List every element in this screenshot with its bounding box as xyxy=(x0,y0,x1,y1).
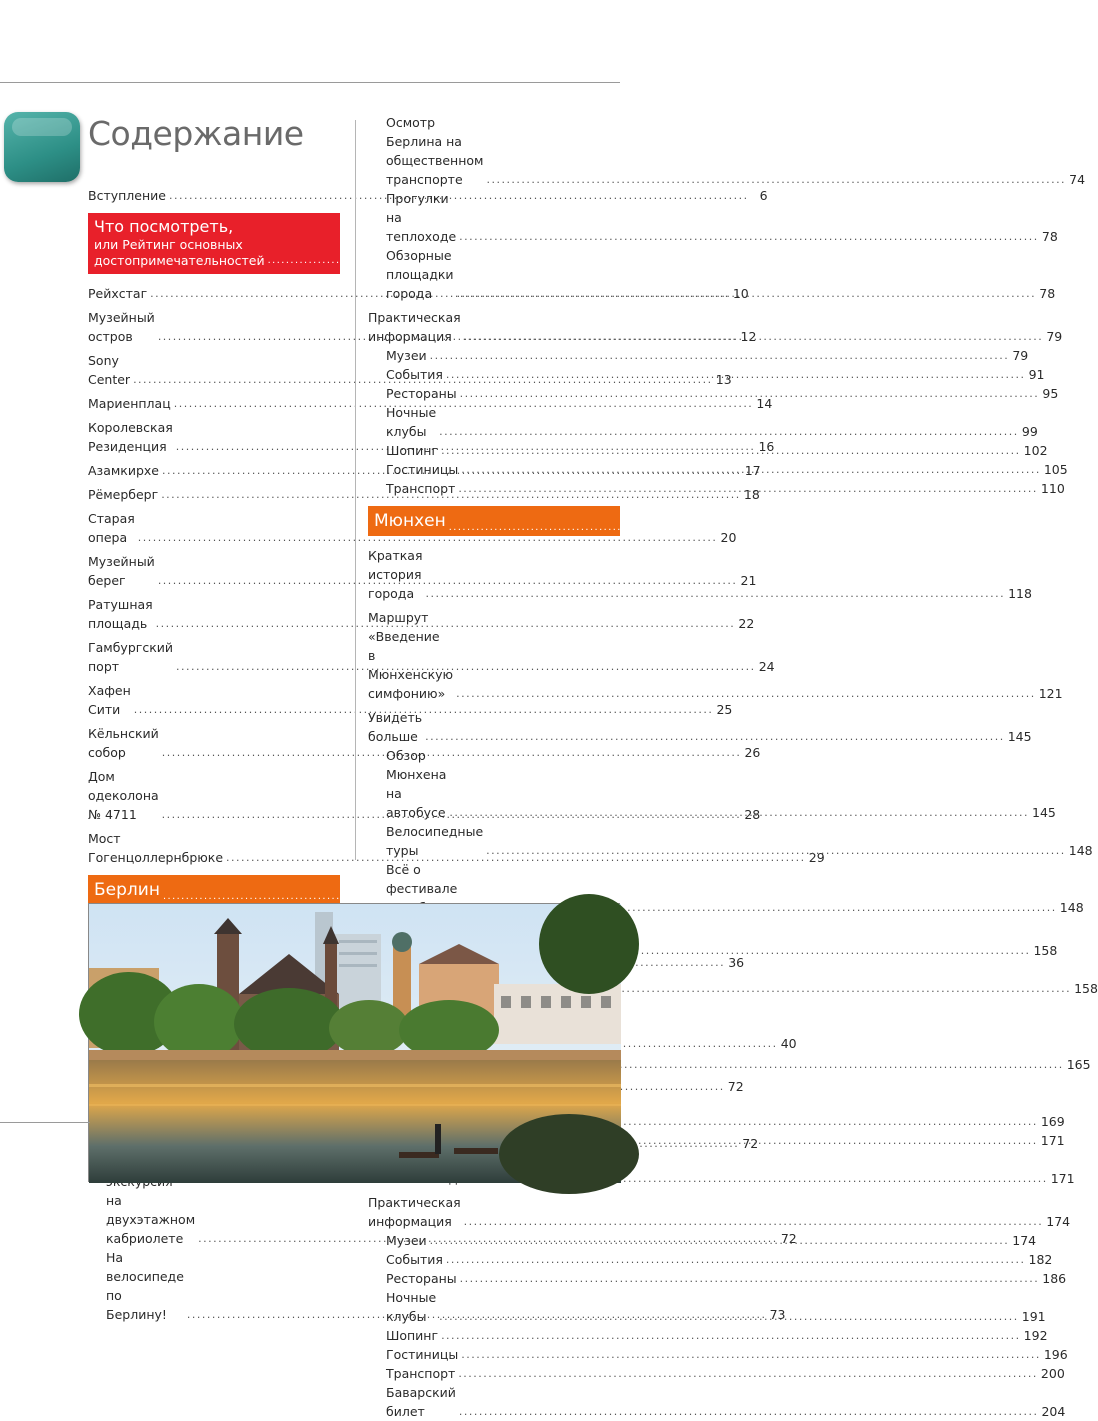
toc-entry-label: Хафен Сити xyxy=(88,683,131,717)
section-header-line: достопримечательностей xyxy=(94,253,265,268)
toc-entry[interactable] xyxy=(368,1250,1053,1269)
toc-page-number: 29 xyxy=(808,850,825,865)
toc-page-number: 95 xyxy=(1042,386,1059,401)
toc-entry-label: Транспорт xyxy=(386,481,456,496)
toc-entry-label: Всё о фестивале xyxy=(386,862,458,896)
toc-page-number: 18 xyxy=(743,487,760,502)
dot-leader xyxy=(460,1269,1040,1288)
toc-entry-label: Кёльнский собор xyxy=(88,726,159,760)
toc-page-number: 145 xyxy=(1007,729,1032,744)
section-header-city[interactable] xyxy=(368,506,1003,536)
dot-leader xyxy=(464,1212,1044,1231)
toc-page-number: 105 xyxy=(1043,462,1068,477)
dot-leader xyxy=(430,1231,1010,1250)
toc-entry[interactable] xyxy=(368,384,1059,403)
toc-page-number: 204 xyxy=(1041,1404,1066,1419)
toc-entry[interactable] xyxy=(88,394,773,413)
dot-leader xyxy=(461,460,1041,479)
toc-entry-label: Практическая информация xyxy=(368,1195,461,1229)
section-page-number: 31 xyxy=(694,883,711,899)
toc-entry-label: на двухэтажном кабриолете xyxy=(106,1193,196,1246)
toc-entry-label: Баварский билет xyxy=(386,1385,456,1419)
toc-entry-label: Азамкирхе xyxy=(88,463,159,478)
dot-leader xyxy=(441,1326,1021,1345)
toc-page-number: 16 xyxy=(758,439,775,454)
dot-leader xyxy=(459,1402,1039,1421)
toc-page-number: 12 xyxy=(740,329,757,344)
toc-entry-label: Краткая история города xyxy=(368,548,423,601)
toc-page-number: 36 xyxy=(728,955,745,970)
toc-entry-label: Гостиницы xyxy=(386,1347,459,1362)
toc-page-number: 148 xyxy=(1059,900,1084,915)
toc-entry-label: Увидеть больше xyxy=(368,710,423,744)
toc-page-number: 118 xyxy=(1008,586,1032,601)
toc-entry-label: События xyxy=(386,367,443,382)
toc-entry-label: Транспорт xyxy=(386,1366,456,1381)
toc-entry-label: Осмотр Берлина на общественном транспорте xyxy=(386,115,484,187)
toc-entry-label: Практическая информация xyxy=(368,310,461,344)
toc-entry-label: Шопинг xyxy=(386,443,439,458)
toc-page-number: 25 xyxy=(716,702,733,717)
section-header-label: Мюнхен xyxy=(374,511,446,531)
toc-page-number: 79 xyxy=(1012,348,1029,363)
toc-entry-label: Прогулки на теплоходе xyxy=(386,191,457,244)
toc-entry-label: Мариенплац xyxy=(88,396,171,411)
toc-page-number: 148 xyxy=(1068,843,1093,858)
toc-entry-label: На велосипеде по Берлину! xyxy=(106,1250,184,1322)
dot-leader xyxy=(458,479,1038,498)
toc-entry-label: Дом одеколона № 4711 xyxy=(88,769,159,822)
section-header-label: Берлин xyxy=(94,880,160,900)
dot-leader xyxy=(461,1345,1041,1364)
toc-entry[interactable] xyxy=(368,189,1058,246)
city-riverside-photo xyxy=(88,903,620,1182)
toc-entry-label: Маршрут «Введение в Мюнхенскую симфонию» xyxy=(368,610,454,701)
dot-leader xyxy=(425,727,1005,746)
toc-page-number: 191 xyxy=(1021,1309,1046,1324)
toc-entry[interactable] xyxy=(88,284,749,303)
toc-entry[interactable] xyxy=(88,638,775,676)
toc-entry-label: Королевская Резиденция xyxy=(88,420,173,454)
toc-entry[interactable] xyxy=(368,1383,1066,1421)
toc-entry[interactable] xyxy=(368,1345,1068,1364)
dot-leader xyxy=(439,1307,1019,1326)
dot-leader xyxy=(430,346,1010,365)
toc-entry-label: Гамбургский порт xyxy=(88,640,173,674)
dot-leader xyxy=(456,684,1036,703)
toc-page-number: 40 xyxy=(780,1036,797,1051)
toc-page-number: 91 xyxy=(1028,367,1045,382)
toc-entry[interactable] xyxy=(88,681,733,719)
toc-entry-label: Гостиницы xyxy=(386,462,459,477)
toc-page-number: 192 xyxy=(1023,1328,1048,1343)
toc-page-number: 171 xyxy=(1050,1171,1075,1186)
toc-page-number: 10 xyxy=(732,286,749,301)
toc-entry-label: Музеи xyxy=(386,1233,427,1248)
toc-entry-label: Ночные клубы xyxy=(386,405,437,439)
toc-page-number: 28 xyxy=(744,807,761,822)
toc-page-number: 174 xyxy=(1012,1233,1037,1248)
toc-page-number: 171 xyxy=(1040,1133,1065,1148)
toc-entry[interactable] xyxy=(368,346,1029,365)
section-header-label xyxy=(94,217,265,269)
section-header-line: Что посмотреть, xyxy=(94,217,234,236)
section-header-line: или Рейтинг основных xyxy=(94,237,243,252)
toc-entry-label: Мост Гогенцоллернбрюке xyxy=(88,831,224,865)
toc-page-number: 110 xyxy=(1040,481,1065,496)
toc-entry-label: Рейхстаг xyxy=(88,286,148,301)
toc-page-number: 72 xyxy=(742,1136,759,1151)
toc-page-number: 99 xyxy=(1021,424,1038,439)
dot-leader xyxy=(464,327,1044,346)
toc-page-number: 186 xyxy=(1042,1271,1067,1286)
dot-leader xyxy=(457,284,1037,303)
toc-entry-label: Вступление xyxy=(88,188,166,203)
toc-entry[interactable] xyxy=(368,1269,1067,1288)
toc-entry-label: Старая опера xyxy=(88,511,135,545)
toc-entry-label: События xyxy=(386,1252,443,1267)
toc-page-number: 102 xyxy=(1023,443,1048,458)
toc-entry[interactable] xyxy=(88,595,755,633)
city-riverside-illustration xyxy=(89,904,621,1183)
toc-page-number: 182 xyxy=(1028,1252,1053,1267)
dot-leader xyxy=(459,227,1039,246)
toc-page-number: 169 xyxy=(1040,1114,1065,1129)
column-divider xyxy=(355,120,356,860)
toc-page-number: 196 xyxy=(1043,1347,1068,1362)
toc-entry-label: Рёмерберг xyxy=(88,487,159,502)
toc-entry-label: Обзор Мюнхена на автобусе xyxy=(386,748,447,820)
toc-page-number: 165 xyxy=(1066,1057,1091,1072)
toc-entry-label: Рестораны xyxy=(386,386,457,401)
toc-page-number: 78 xyxy=(1039,286,1056,301)
dot-leader xyxy=(486,841,1066,860)
toc-entry-label: Музейный берег xyxy=(88,554,155,588)
dot-leader xyxy=(458,1364,1038,1383)
toc-page-number: 21 xyxy=(740,573,757,588)
toc-page-number: 73 xyxy=(769,1307,786,1322)
dot-leader xyxy=(425,584,1005,603)
toc-page-number: 121 xyxy=(1038,686,1063,701)
toc-page-number: 13 xyxy=(715,372,732,387)
dot-leader xyxy=(486,170,1066,189)
toc-entry-label: Рестораны xyxy=(386,1271,457,1286)
dot-leader xyxy=(446,1250,1026,1269)
toc-page-number: 17 xyxy=(744,463,761,478)
dot-leader xyxy=(449,803,1029,822)
top-rule xyxy=(0,82,620,83)
toc-page-number: 26 xyxy=(744,745,761,760)
dot-leader xyxy=(441,441,1021,460)
toc-entry[interactable] xyxy=(368,1193,1071,1231)
toc-entry[interactable] xyxy=(368,1326,1048,1345)
page-title: Содержание xyxy=(88,114,304,153)
toc-entry-label: Ночные клубы xyxy=(386,1290,437,1324)
section-page-number: 9 xyxy=(799,251,807,267)
toc-page-number: 158 xyxy=(1074,981,1098,996)
toc-page-number: 145 xyxy=(1032,805,1056,820)
toc-entry-label: Музейный остров xyxy=(88,310,155,344)
toc-entry-label: Велосипедные туры xyxy=(386,824,484,858)
toc-page-number: 74 xyxy=(1069,172,1086,187)
toc-entry[interactable] xyxy=(368,113,1086,189)
toc-entry[interactable] xyxy=(88,186,768,205)
chapter-tab-badge xyxy=(4,112,80,182)
section-page-number: 113 xyxy=(980,514,1003,530)
toc-entry-label: Sony Center xyxy=(88,353,131,387)
toc-page-number: 158 xyxy=(1033,943,1058,958)
toc-page-number: 200 xyxy=(1040,1366,1065,1381)
toc-entry-label: Обзорные площадки города xyxy=(386,248,454,301)
toc-page-number: 6 xyxy=(759,188,768,203)
toc-page-number: 79 xyxy=(1046,329,1063,344)
dot-leader xyxy=(446,365,1026,384)
dot-leader xyxy=(460,384,1040,403)
toc-page-number: 174 xyxy=(1046,1214,1071,1229)
toc-page-number: 72 xyxy=(727,1079,744,1094)
dot-leader xyxy=(449,518,978,536)
bottom-rule xyxy=(0,1122,90,1123)
toc-page-number: 14 xyxy=(756,396,773,411)
toc-entry[interactable] xyxy=(368,1364,1065,1383)
toc-page-number: 72 xyxy=(780,1231,797,1246)
dot-leader xyxy=(439,422,1019,441)
toc-entry-label: Шопинг xyxy=(386,1328,439,1343)
toc-page-number: 22 xyxy=(738,616,755,631)
toc-entry-label: Ратушная площадь xyxy=(88,597,153,631)
toc-page-number: 78 xyxy=(1041,229,1058,244)
toc-page-number: 24 xyxy=(758,659,775,674)
toc-page-number: 20 xyxy=(720,530,737,545)
toc-entry-label: Музеи xyxy=(386,348,427,363)
